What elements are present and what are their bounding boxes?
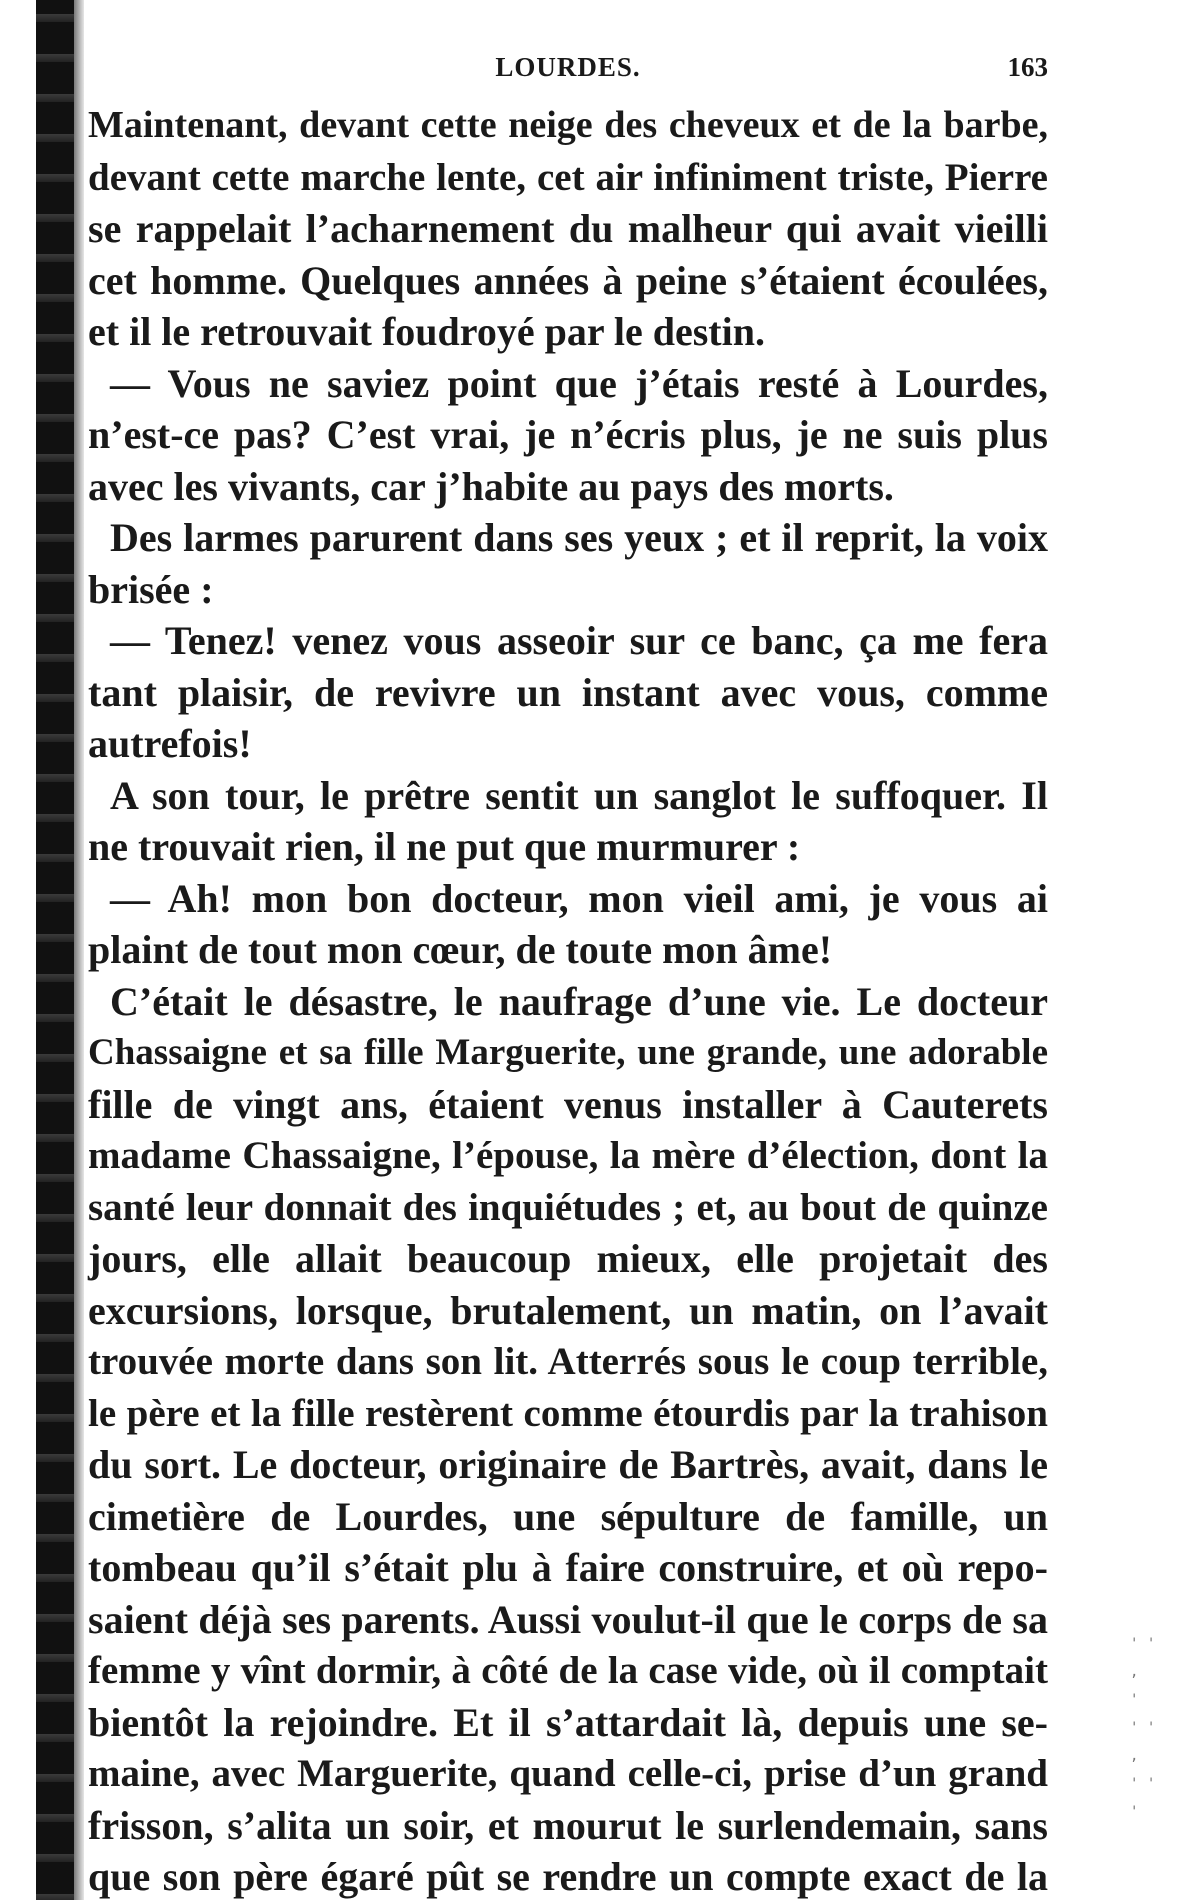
text-line: — Vous ne saviez point que j’étais resté à Lourdes, — [110, 360, 1048, 406]
text-line: Maintenant, devant cette neige des cheveux et de la barbe, — [88, 104, 1048, 146]
text-line: C’était le désastre, le naufrage d’une vie. Le docteur — [110, 978, 1048, 1024]
margin-speckles: ' ' , ' ' ' , ' ' ' — [1130, 1636, 1156, 1820]
text-line: saient déjà ses parents. Aussi voulut-il que le corps de sa — [88, 1596, 1048, 1642]
text-line: madame Chassaigne, l’épouse, la mère d’élection, dont la — [88, 1134, 1048, 1177]
text-line: santé leur donnait des inquiétudes ; et, au bout de quinze — [88, 1185, 1048, 1229]
text-line: femme y vînt dormir, à côté de la case vide, où il comptait — [88, 1649, 1048, 1692]
text-line: plaint de tout mon cœur, de toute mon âme! — [88, 927, 833, 972]
text-line: trouvée morte dans son lit. Atterrés sous le coup terrible, — [88, 1340, 1048, 1383]
text-line: maine, avec Marguerite, quand celle-ci, prise d’un grand — [88, 1752, 1048, 1795]
text-line: tombeau qu’il s’était plu à faire construire, et où repo- — [88, 1545, 1048, 1590]
text-line: cimetière de Lourdes, une sépulture de famille, un — [88, 1493, 1048, 1539]
text-line: autrefois! — [88, 721, 252, 766]
binding-shadow — [74, 0, 84, 1900]
text-line: fille de vingt ans, étaient venus installer à Cauterets — [88, 1081, 1048, 1127]
text-line: n’est-ce pas? C’est vrai, je n’écris plus, je ne suis plus — [88, 412, 1048, 457]
text-line: le père et la fille restèrent comme étourdis par la trahison — [88, 1391, 1048, 1435]
text-line: jours, elle allait beaucoup mieux, elle projetait des — [88, 1236, 1048, 1281]
text-line: Des larmes parurent dans ses yeux ; et il reprit, la voix — [110, 515, 1048, 560]
text-line: et il le retrouvait foudroyé par le destin. — [88, 309, 765, 354]
text-line: — Ah! mon bon docteur, mon vieil ami, je vous ai — [110, 875, 1048, 921]
binding-edge — [36, 0, 74, 1900]
text-line: se rappelait l’acharnement du malheur qui avait vieilli — [88, 206, 1048, 251]
text-line: excursions, lorsque, brutalement, un matin, on l’avait — [88, 1287, 1048, 1333]
text-line: du sort. Le docteur, originaire de Bartrès, avait, dans le — [88, 1442, 1048, 1487]
text-line: bientôt la rejoindre. Et il s’attardait là, depuis une se- — [88, 1699, 1048, 1745]
page-number: 163 — [1007, 52, 1048, 82]
text-line: brisée : — [88, 566, 214, 612]
text-line: cet homme. Quelques années à peine s’étaient écoulées, — [88, 257, 1048, 303]
text-line: devant cette marche lente, cet air infiniment triste, Pierre — [88, 155, 1048, 199]
running-head: LOURDES. — [495, 52, 641, 82]
text-line: frisson, s’alita un soir, et mourut le surlendemain, sans — [88, 1802, 1048, 1848]
body-text — [88, 100, 1048, 1903]
text-line: avec les vivants, car j’habite au pays des morts. — [88, 463, 894, 509]
text-line: A son tour, le prêtre sentit un sanglot le suffoquer. Il — [110, 772, 1048, 818]
page-header — [88, 52, 1048, 92]
text-line: — Tenez! venez vous asseoir sur ce banc, ça me fera — [110, 618, 1048, 663]
text-line: tant plaisir, de revivre un instant avec vous, comme — [88, 669, 1048, 715]
text-line: que son père égaré pût se rendre un compte exact de la — [88, 1854, 1048, 1899]
text-line: ne trouvait rien, il ne put que murmurer : — [88, 824, 801, 869]
text-line: Chassaigne et sa fille Marguerite, une grande, une adorable — [88, 1032, 1048, 1073]
